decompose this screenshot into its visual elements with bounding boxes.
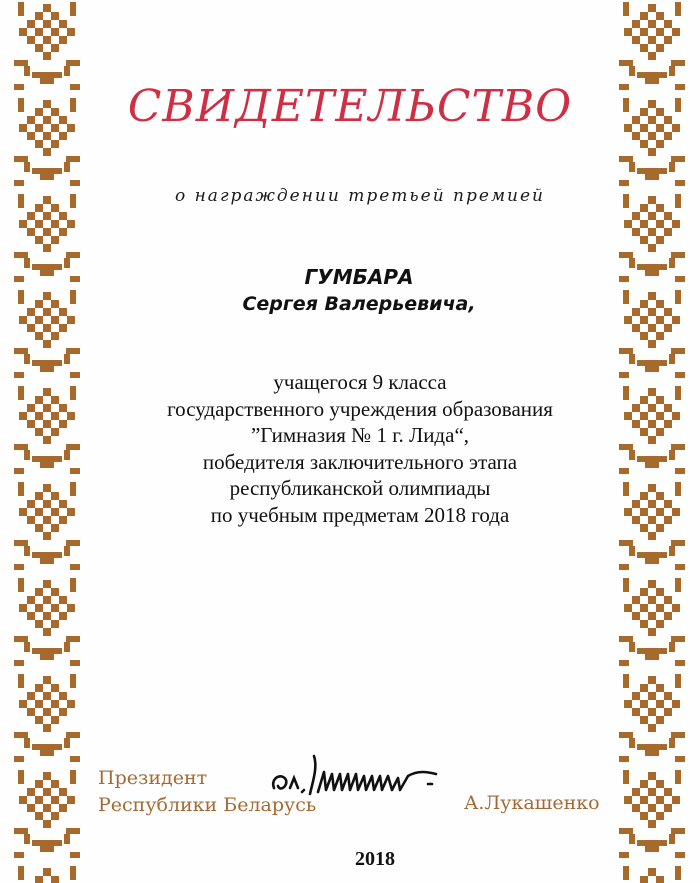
award-description — [100, 369, 620, 528]
ornament-border-left — [14, 0, 80, 883]
recipient-given-name: Сергея Валерьевича, — [242, 293, 476, 315]
description-line: победителя заключительного этапа — [202, 449, 518, 474]
handwritten-signature — [268, 748, 468, 808]
description-line: ”Гимназия № 1 г. Лида“, — [250, 423, 470, 447]
certificate-title: СВИДЕТЕЛЬСТВО — [127, 81, 573, 132]
signatory-title-line: Республики Беларусь — [98, 794, 317, 816]
description-line: республиканской олимпиады — [229, 476, 491, 500]
certificate-year: 2018 — [355, 848, 395, 870]
description-line: государственного учреждения образования — [167, 396, 553, 421]
recipient-surname: ГУМБАРА — [304, 265, 414, 289]
description-line: учащегося 9 класса — [273, 370, 447, 394]
ornament-border-right — [619, 0, 685, 883]
description-line: по учебным предметам 2018 года — [210, 502, 510, 527]
signatory-name: А.Лукашенко — [464, 792, 600, 814]
signatory-title-line: Президент — [98, 767, 208, 789]
award-subtitle: о награждении третьей премией — [174, 186, 546, 206]
